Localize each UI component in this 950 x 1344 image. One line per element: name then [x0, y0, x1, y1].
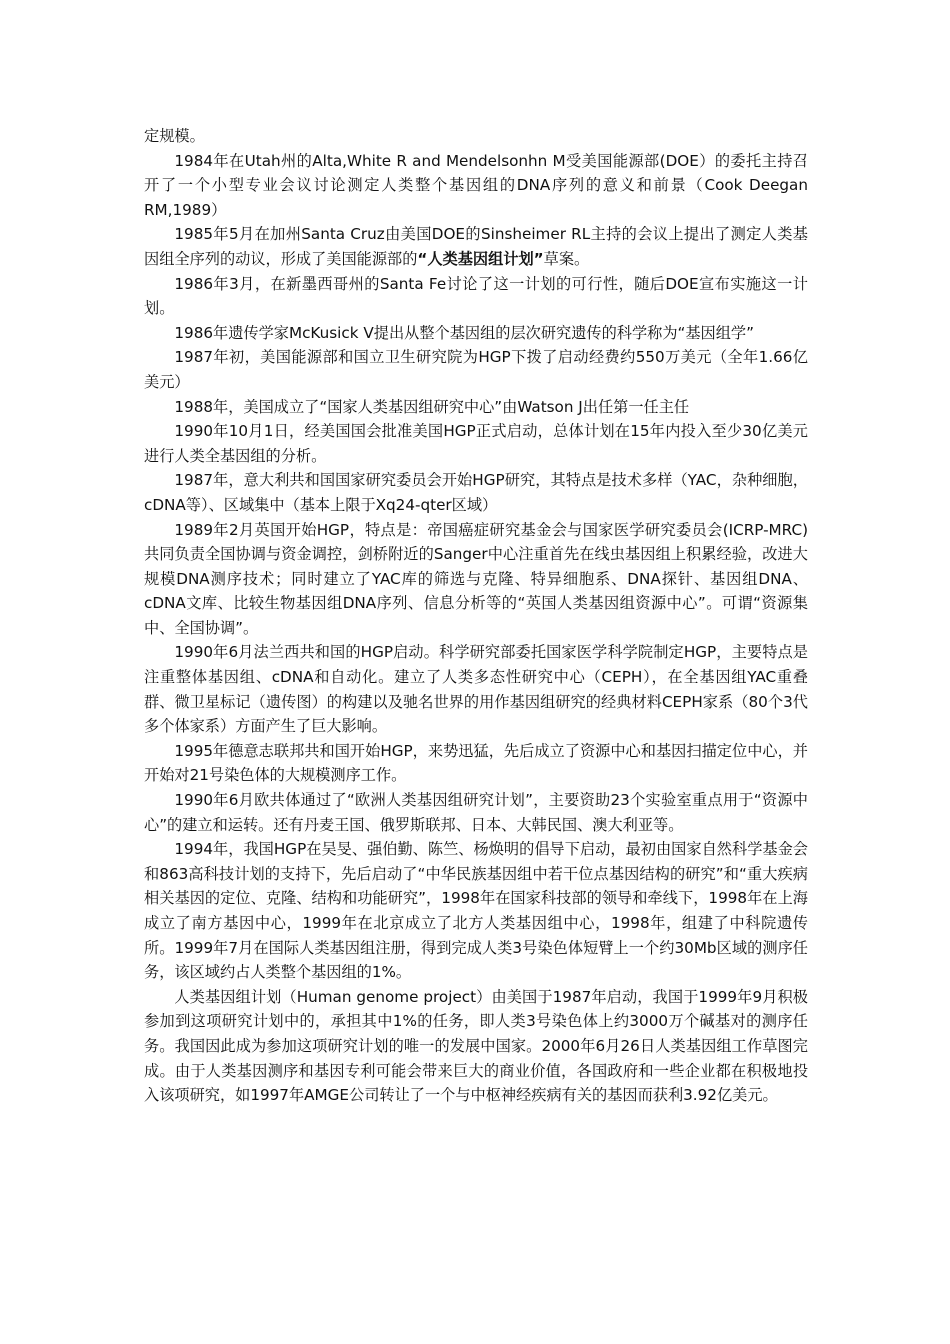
paragraph-1985-santa-cruz	[144, 222, 808, 271]
paragraph-1987-funding: 1987年初，美国能源部和国立卫生研究院为HGP下拨了启动经费约550万美元（全年1.66亿美元）	[144, 348, 808, 391]
paragraph-1990-france: 1990年6月法兰西共和国的HGP启动。科学研究部委托国家医学科学院制定HGP，主要特点是注重整体基因组、cDNA和自动化。建立了人类多态性研究中心（CEPH），在全基因组YAC重叠群、微卫星标记（遗传图）的构建以及驰名世界的用作基因组研究的经典材料CEPH家系（80个3代多个体家系）方面产生了巨大影响。	[144, 643, 808, 736]
paragraph-1994-china: 1994年，我国HGP在吴旻、强伯勤、陈竺、杨焕明的倡导下启动，最初由国家自然科学基金会和863高科技计划的支持下，先后启动了“中华民族基因组中若干位点基因结构的研究”和“重大疾病相关基因的定位、克隆、结构和功能研究”，1998年在国家科技部的领导和牵线下，1998年在上海成立了南方基因中心，1999年在北京成立了北方人类基因组中心，1998年，组建了中科院遗传所。1999年7月在国际人类基因组注册，得到完成人类3号染色体短臂上一个约30Mb区域的测序任务，该区域约占人类整个基因组的1%。	[144, 840, 808, 982]
paragraph-1990-launch: 1990年10月1日，经美国国会批准美国HGP正式启动，总体计划在15年内投入至少30亿美元进行人类全基因组的分析。	[144, 422, 808, 465]
paragraph-1995-germany: 1995年德意志联邦共和国开始HGP，来势迅猛，先后成立了资源中心和基因扫描定位中心，并开始对21号染色体的大规模测序工作。	[144, 741, 808, 785]
paragraph-1987-italy: 1987年，意大利共和国国家研究委员会开始HGP研究，其特点是技术多样（YAC，杂种细胞，cDNA等）、区域集中（基本上限于Xq24-qter区域）	[144, 471, 808, 514]
hgp-bold-term: “人类基因组计划”	[417, 249, 544, 268]
paragraph-1984-utah: 1984年在Utah州的Alta,White R and Mendelsonhn M受美国能源部(DOE）的委托主持召开了一个小型专业会议讨论测定人类整个基因组的DNA序列的意义和前景（Cook Deegan RM,1989）	[144, 151, 808, 219]
document-page	[144, 124, 808, 1108]
paragraph-continuation: 定规模。	[144, 127, 205, 145]
paragraph-1985-text-pre: 1985年5月在加州Santa Cruz由美国DOE的Sinsheimer RL主持的会议上提出了测定人类基因组全序列的动议，形成了美国能源部的	[144, 225, 808, 268]
paragraph-hgp-summary: 人类基因组计划（Human genome project）由美国于1987年启动，我国于1999年9月积极参加到这项研究计划中的，承担其中1%的任务，即人类3号染色体上约3000万个碱基对的测序任务。我国因此成为参加这项研究计划的唯一的发展中国家。2000年6月26日人类基因组工作草图完成。由于人类基因测序和基因专利可能会带来巨大的商业价值，各国政府和一些企业都在积极地投入该项研究，如1997年AMGE公司转让了一个与中枢神经疾病有关的基因而获利3.92亿美元。	[144, 987, 808, 1105]
paragraph-1990-europe: 1990年6月欧共体通过了“欧洲人类基因组研究计划”，主要资助23个实验室重点用于“资源中心”的建立和运转。还有丹麦王国、俄罗斯联邦、日本、大韩民国、澳大利亚等。	[144, 791, 808, 834]
paragraph-1988-center: 1988年，美国成立了“国家人类基因组研究中心”由Watson J出任第一任主任	[174, 397, 690, 416]
paragraph-1986-mckusick: 1986年遗传学家McKusick V提出从整个基因组的层次研究遗传的科学称为“基因组学”	[174, 323, 754, 342]
paragraph-1985-text-post: 草案。	[543, 249, 590, 268]
paragraph-1986-santa-fe: 1986年3月，在新墨西哥州的Santa Fe讨论了这一计划的可行性，随后DOE宣布实施这一计划。	[144, 274, 808, 318]
paragraph-1989-uk: 1989年2月英国开始HGP，特点是：帝国癌症研究基金会与国家医学研究委员会(ICRP-MRC)共同负责全国协调与资金调控，剑桥附近的Sanger中心注重首先在线虫基因组上积累经验，改进大规模DNA测序技术；同时建立了YAC库的筛选与克隆、特异细胞系、DNA探针、基因组DNA、cDNA文库、比较生物基因组DNA序列、信息分析等的“英国人类基因组资源中心”。可谓“资源集中、全国协调”。	[144, 520, 808, 637]
